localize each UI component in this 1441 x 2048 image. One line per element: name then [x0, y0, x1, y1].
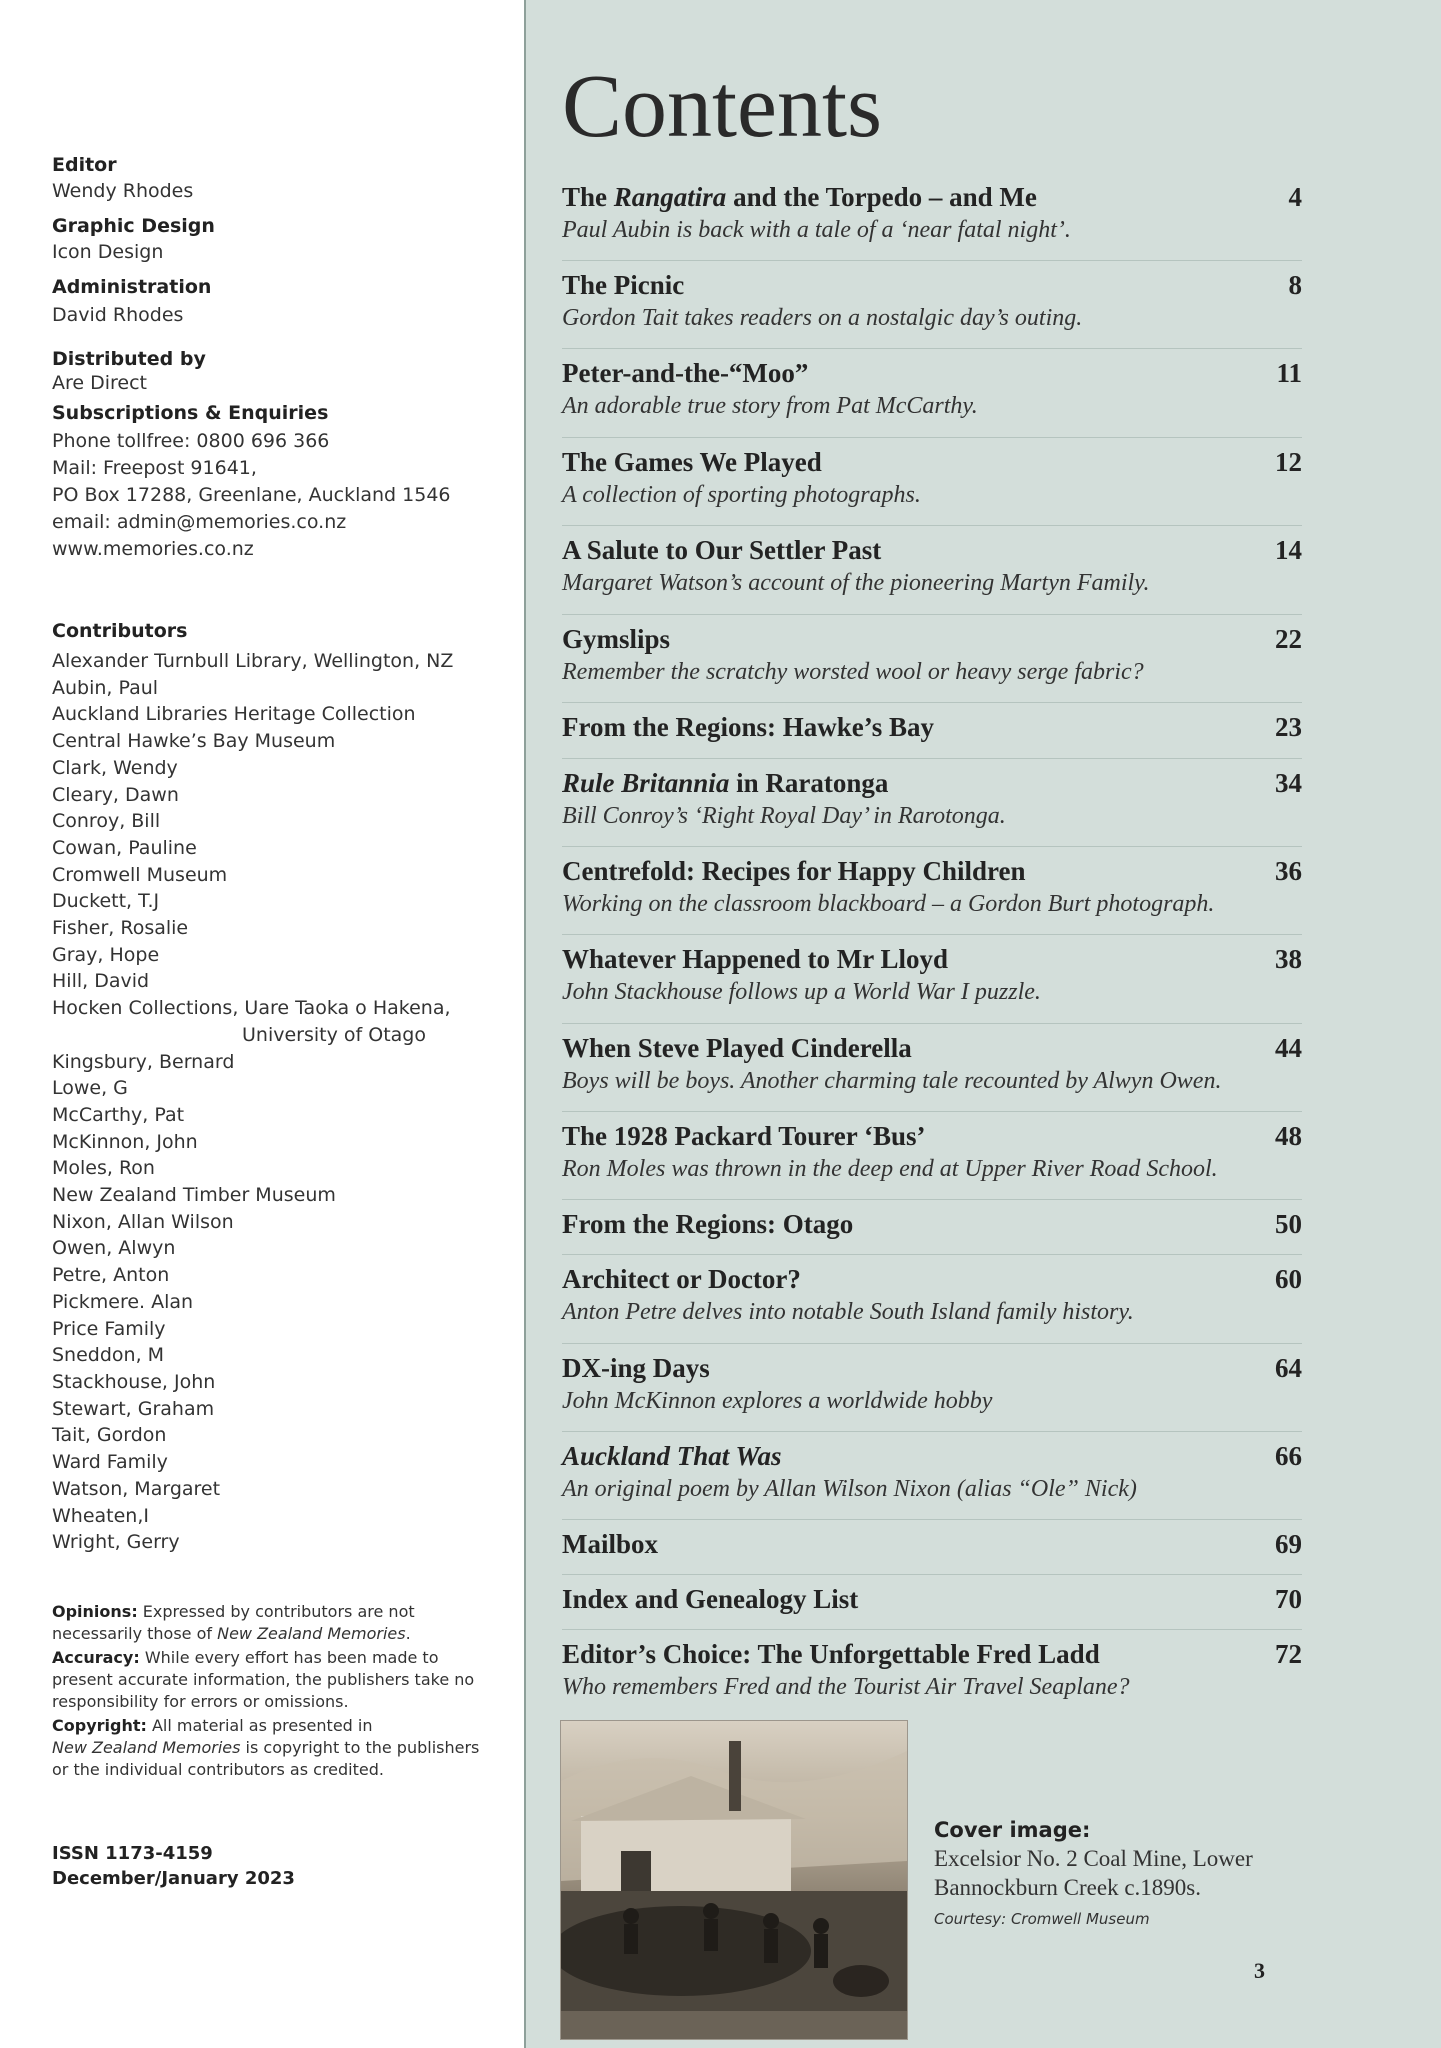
opinions-text-2: necessarily those of [52, 1624, 218, 1643]
toc-entry[interactable] [562, 766, 1302, 832]
toc-divider [562, 702, 1302, 703]
toc-title-part: The [562, 182, 614, 212]
toc-divider [562, 1343, 1302, 1344]
contributor-name: Wright, Gerry [52, 1531, 180, 1554]
copyright-text-2: is copyright to the publishers [240, 1738, 480, 1757]
toc-entry-title [562, 533, 1302, 567]
contributor-name: Cromwell Museum [52, 863, 228, 886]
toc-divider [562, 1254, 1302, 1255]
contributors-heading: Contributors [52, 620, 188, 642]
toc-divider [562, 614, 1302, 615]
contributor-name: Ward Family [52, 1451, 168, 1474]
toc-entry-title [562, 1527, 1302, 1561]
contributor-name: Owen, Alwyn [52, 1237, 176, 1260]
toc-page-number: 50 [1275, 1209, 1302, 1239]
toc-entry[interactable] [562, 356, 1302, 422]
accuracy-note [52, 1647, 492, 1713]
mine-photo-illustration [561, 1721, 907, 2039]
contributor-name: Hocken Collections, Uare Taoka o Hakena, [52, 997, 451, 1020]
contributor-name: McCarthy, Pat [52, 1103, 185, 1126]
contributor-name: University of Otago [242, 1023, 426, 1046]
toc-entry-subtitle: Who remembers Fred and the Tourist Air Travel Seaplane? [562, 1674, 1130, 1700]
contributor-name: McKinnon, John [52, 1130, 198, 1153]
contributor-name: Duckett, T.J [52, 890, 160, 913]
toc-title-part: From the Regions: Otago [562, 1209, 854, 1239]
accuracy-text-3: responsibility for errors or omissions. [52, 1692, 349, 1711]
toc-divider [562, 525, 1302, 526]
toc-entry-subtitle: Bill Conroy’s ‘Right Royal Day’ in Rarotonga. [562, 803, 1006, 829]
contributor-name: Tait, Gordon [52, 1424, 167, 1447]
toc-page-number: 60 [1275, 1264, 1302, 1294]
design-label: Graphic Design [52, 215, 215, 237]
cover-label: Cover image: [934, 1818, 1091, 1842]
toc-page-number: 11 [1276, 358, 1302, 388]
toc-entry-title [562, 1637, 1302, 1671]
contributor-name: Stackhouse, John [52, 1370, 216, 1393]
subscriptions-block [52, 398, 451, 563]
contributor-name: New Zealand Timber Museum [52, 1184, 336, 1207]
disclaimers [52, 1601, 492, 1781]
toc-entry-title [562, 1582, 1302, 1616]
cover-line-2: Bannockburn Creek c.1890s. [934, 1875, 1201, 1900]
toc-entry[interactable] [562, 268, 1302, 334]
toc-entry[interactable] [562, 1262, 1302, 1328]
toc-divider [562, 1111, 1302, 1112]
admin-value: David Rhodes [52, 304, 184, 326]
issue-date: December/January 2023 [52, 1868, 295, 1889]
toc-entry-title [562, 854, 1302, 888]
toc-page-number: 38 [1275, 944, 1302, 974]
contributor-name: Conroy, Bill [52, 810, 161, 833]
toc-entry-subtitle: John McKinnon explores a worldwide hobby [562, 1388, 993, 1414]
toc-entry[interactable] [562, 1439, 1302, 1505]
toc-title-part: Mailbox [562, 1529, 659, 1559]
toc-title-part: DX-ing Days [562, 1353, 710, 1383]
toc-entry[interactable] [562, 445, 1302, 511]
toc-divider [562, 348, 1302, 349]
toc-divider [562, 1629, 1302, 1630]
toc-divider [562, 1574, 1302, 1575]
toc-title-part: Auckland That Was [562, 1441, 782, 1471]
contents-title: Contents [562, 57, 883, 156]
copyright-label: Copyright: [52, 1716, 147, 1735]
toc-title-part: Whatever Happened to Mr Lloyd [562, 944, 949, 974]
toc-title-part: and the Torpedo – and Me [726, 182, 1037, 212]
toc-divider [562, 758, 1302, 759]
toc-title-part: Editor’s Choice: The Unforgettable Fred Ladd [562, 1639, 1100, 1669]
toc-page-number: 23 [1275, 712, 1302, 742]
toc-title-part: in Raratonga [729, 768, 889, 798]
page-number: 3 [1254, 1958, 1265, 1983]
editor-label: Editor [52, 154, 117, 176]
contributor-name: Watson, Margaret [52, 1477, 221, 1500]
accuracy-label: Accuracy: [52, 1648, 140, 1667]
contributors-list [52, 648, 453, 1556]
toc-divider [562, 1431, 1302, 1432]
toc-entry-title [562, 1262, 1302, 1296]
copyright-text-3: or the individual contributors as credited. [52, 1760, 384, 1779]
issn: ISSN 1173-4159 [52, 1843, 213, 1864]
toc-title-part: Rangatira [613, 182, 727, 212]
toc-title-part: A Salute to Our Settler Past [562, 535, 882, 565]
website-link[interactable]: www.memories.co.nz [52, 538, 254, 560]
toc-page-number: 66 [1275, 1441, 1302, 1471]
toc-entry[interactable] [562, 1582, 1302, 1616]
toc-entry-title [562, 268, 1302, 302]
cover-line-1: Excelsior No. 2 Coal Mine, Lower [934, 1846, 1253, 1871]
issue-block [52, 1841, 295, 1891]
contributor-name: Nixon, Allan Wilson [52, 1210, 234, 1233]
toc-title-part: The 1928 Packard Tourer ‘Bus’ [562, 1121, 926, 1151]
toc-entry-subtitle: Remember the scratchy worsted wool or heavy serge fabric? [562, 659, 1144, 685]
toc-entry[interactable] [562, 710, 1302, 744]
opinions-magazine: New Zealand Memories [217, 1624, 406, 1643]
toc-title-part: From the Regions: Hawke’s Bay [562, 712, 934, 742]
email-link[interactable]: email: admin@memories.co.nz [52, 511, 347, 533]
toc-title-part: Gymslips [562, 624, 671, 654]
toc-entry-subtitle: Gordon Tait takes readers on a nostalgic day’s outing. [562, 305, 1083, 331]
toc-divider [562, 1023, 1302, 1024]
toc-title-part: Architect or Doctor? [562, 1264, 801, 1294]
admin-block [52, 273, 211, 329]
contributor-name: Sneddon, M [52, 1344, 165, 1367]
toc-entry-title [562, 710, 1302, 744]
opinions-end: . [405, 1624, 411, 1643]
distributed-label: Distributed by [52, 348, 206, 370]
toc-entry[interactable] [562, 1351, 1302, 1417]
toc-entry-title [562, 1439, 1302, 1473]
toc-divider [562, 934, 1302, 935]
toc-entry-title [562, 1031, 1302, 1065]
contributor-name: Pickmere. Alan [52, 1290, 194, 1313]
toc-entry-title [562, 942, 1302, 976]
toc-page-number: 69 [1275, 1529, 1302, 1559]
toc-entry-subtitle: Anton Petre delves into notable South Island family history. [562, 1299, 1134, 1325]
toc-entry-subtitle: John Stackhouse follows up a World War I puzzle. [562, 979, 1041, 1005]
toc-page-number: 12 [1275, 447, 1302, 477]
toc-entry-subtitle: Boys will be boys. Another charming tale recounted by Alwyn Owen. [562, 1068, 1222, 1094]
copyright-magazine: New Zealand Memories [52, 1738, 241, 1757]
contributor-name: Stewart, Graham [52, 1397, 215, 1420]
toc-page-number: 48 [1275, 1121, 1302, 1151]
toc-divider [562, 437, 1302, 438]
toc-entry[interactable] [562, 1031, 1302, 1097]
contributor-name: Auckland Libraries Heritage Collection [52, 703, 416, 726]
cover-caption [934, 1816, 1253, 1932]
contributor-name: Petre, Anton [52, 1264, 170, 1287]
contributor-name: Clark, Wendy [52, 756, 178, 779]
contributor-name: Cowan, Pauline [52, 836, 197, 859]
toc-entry-title [562, 445, 1302, 479]
contributor-name: Moles, Ron [52, 1157, 155, 1180]
accuracy-text-2: present accurate information, the publishers take no [52, 1670, 475, 1689]
contributor-name: Kingsbury, Bernard [52, 1050, 235, 1073]
toc-page-number: 44 [1275, 1033, 1302, 1063]
toc-entry-title [562, 180, 1302, 214]
toc-page-number: 72 [1275, 1639, 1302, 1669]
toc-title-part: Index and Genealogy List [562, 1584, 859, 1614]
admin-label: Administration [52, 276, 212, 298]
toc-entry-title [562, 356, 1302, 390]
cover-photo [560, 1720, 908, 2040]
toc-page-number: 64 [1275, 1353, 1302, 1383]
mail-text: Mail: Freepost 91641, [52, 457, 257, 479]
toc-divider [562, 1199, 1302, 1200]
contributor-name: Wheaten,I [52, 1504, 149, 1527]
toc-page-number: 34 [1275, 768, 1302, 798]
toc-title-part: Rule Britannia [562, 768, 730, 798]
toc-entry-title [562, 1207, 1302, 1241]
toc-title-part: Centrefold: Recipes for Happy Children [562, 856, 1026, 886]
toc-divider [562, 260, 1302, 261]
toc-page-number: 22 [1275, 624, 1302, 654]
editor-block [52, 152, 193, 204]
toc-entry-title [562, 766, 1302, 800]
toc-page-number: 36 [1275, 856, 1302, 886]
toc-entry[interactable] [562, 1527, 1302, 1561]
accuracy-text: While every effort has been made to [139, 1648, 439, 1667]
toc-entry[interactable] [562, 1207, 1302, 1241]
pobox-text: PO Box 17288, Greenlane, Auckland 1546 [52, 484, 451, 506]
cover-credit: Courtesy: Cromwell Museum [934, 1910, 1150, 1928]
contributor-name: Cleary, Dawn [52, 783, 179, 806]
copyright-text: All material as presented in [146, 1716, 373, 1735]
copyright-note [52, 1715, 492, 1781]
opinions-label: Opinions: [52, 1602, 138, 1621]
toc-page-number: 8 [1288, 270, 1302, 300]
opinions-text: Expressed by contributors are not [137, 1602, 415, 1621]
masthead-column [0, 0, 524, 2048]
toc-entry-subtitle: An adorable true story from Pat McCarthy. [562, 393, 978, 419]
editor-value: Wendy Rhodes [52, 180, 194, 202]
toc-entry-subtitle: Margaret Watson’s account of the pioneering Martyn Family. [562, 570, 1150, 596]
toc-entry[interactable] [562, 854, 1302, 920]
toc-entry-title [562, 1119, 1302, 1153]
toc-title-part: Peter-and-the-“Moo” [562, 358, 809, 388]
contributor-name: Aubin, Paul [52, 676, 159, 699]
contributor-name: Central Hawke’s Bay Museum [52, 730, 336, 753]
phone-text: Phone tollfree: 0800 696 366 [52, 430, 330, 452]
design-value: Icon Design [52, 241, 164, 263]
subscriptions-label: Subscriptions & Enquiries [52, 402, 329, 424]
toc-entry-subtitle: Paul Aubin is back with a tale of a ‘near fatal night’. [562, 217, 1071, 243]
opinions-note [52, 1601, 492, 1645]
toc-entry[interactable] [562, 1119, 1302, 1185]
toc-entry[interactable] [562, 533, 1302, 599]
design-block [52, 213, 215, 265]
distributed-value: Are Direct [52, 372, 148, 394]
toc-entry-subtitle: Ron Moles was thrown in the deep end at Upper River Road School. [562, 1156, 1218, 1182]
toc-entry-subtitle: An original poem by Allan Wilson Nixon (alias “Ole” Nick) [562, 1476, 1137, 1502]
toc-entry[interactable] [562, 942, 1302, 1008]
toc-title-part: When Steve Played Cinderella [562, 1033, 912, 1063]
contributor-name: Price Family [52, 1317, 166, 1340]
contributor-name: Hill, David [52, 970, 150, 993]
toc-entry[interactable] [562, 1637, 1302, 1703]
contributor-name: Alexander Turnbull Library, Wellington, NZ [52, 650, 454, 672]
toc-entry-subtitle: A collection of sporting photographs. [562, 482, 921, 508]
toc-page-number: 70 [1275, 1584, 1302, 1614]
toc-entry-subtitle: Working on the classroom blackboard – a Gordon Burt photograph. [562, 891, 1215, 917]
toc-entry-title [562, 622, 1302, 656]
toc-entry[interactable] [562, 180, 1302, 246]
toc-page-number: 14 [1275, 535, 1302, 565]
contributor-name: Lowe, G [52, 1077, 128, 1100]
toc-title-part: The Picnic [562, 270, 685, 300]
toc-entry-title [562, 1351, 1302, 1385]
contributor-name: Gray, Hope [52, 943, 160, 966]
toc-page-number: 4 [1288, 182, 1302, 212]
toc-title-part: The Games We Played [562, 447, 822, 477]
toc-entry[interactable] [562, 622, 1302, 688]
contributor-name: Fisher, Rosalie [52, 917, 189, 940]
distributed-block [52, 346, 206, 395]
toc-divider [562, 1519, 1302, 1520]
toc-divider [562, 846, 1302, 847]
